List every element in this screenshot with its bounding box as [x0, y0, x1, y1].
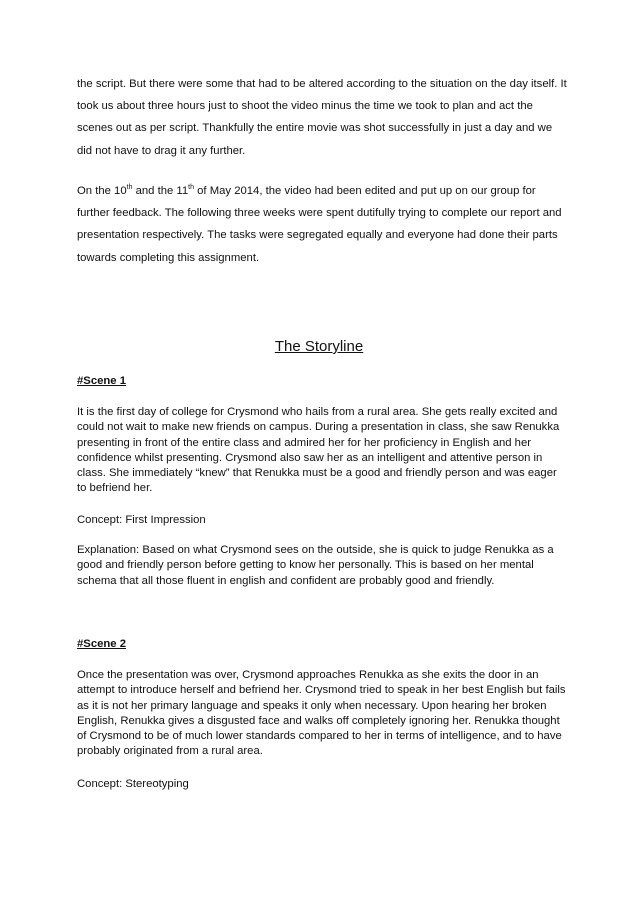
- scene-1-body: It is the first day of college for Crysmond who hails from a rural area. She gets really excited and could not wait to make new friends on campus. During a presentation in class, she saw Renukka presenting in front of the entire class and admired her for her proficiency in English and her confidence whilst presenting. Crysmond also saw her as an intelligent and attentive person in class. She immediately “knew” that Renukka must be a good and friendly person and was eager to befriend her.: [77, 406, 560, 495]
- scene-1-heading: #Scene 1: [77, 375, 126, 387]
- intro-paragraph-2: [77, 180, 567, 269]
- scene-1-explanation: Explanation: Based on what Crysmond sees on the outside, she is quick to judge Renukka as a good and friendly person before getting to know her personally. This is based on her mental schema that all those fluent in english and confident are probably good and friendly.: [77, 544, 554, 587]
- superscript-th-1: th: [126, 184, 133, 191]
- scene-1-concept: Concept: First Impression: [77, 514, 206, 526]
- intro-paragraph-1: the script. But there were some that had to be altered according to the situation on the day itself. It took us about three hours just to shoot the video minus the time we took to plan and act the scenes out as per script. Thankfully the entire movie was shot successfully in just a day and we did not have to drag it any further.: [77, 78, 567, 157]
- superscript-th-2: th: [188, 184, 195, 191]
- scene-2-body: Once the presentation was over, Crysmond approaches Renukka as she exits the door in an attempt to introduce herself and befriend her. Crysmond tried to speak in her best English but fails as it is not her primary language and speaks it only when necessary. Upon hearing her broken English, Renukka gives a disgusted face and walks off completely ignoring her. Renukka thought of Crysmond to be of much lower standards compared to her in terms of intelligence, and to have probably originated from a rural area.: [77, 669, 566, 758]
- scene-2-concept: Concept: Stereotyping: [77, 778, 189, 790]
- p2-text-a: On the 10: [77, 185, 127, 197]
- section-title: The Storyline: [274, 338, 364, 355]
- scene-2-heading: #Scene 2: [77, 638, 126, 650]
- p2-text-b: and the 11: [132, 185, 189, 197]
- p2-text-c: of May 2014, the video had been edited and put up on our group for further feedback. The following three weeks were spent dutifully trying to complete our report and presentation respectively. The tasks were segregated equally and everyone had done their parts towards completing this assignment.: [77, 185, 562, 264]
